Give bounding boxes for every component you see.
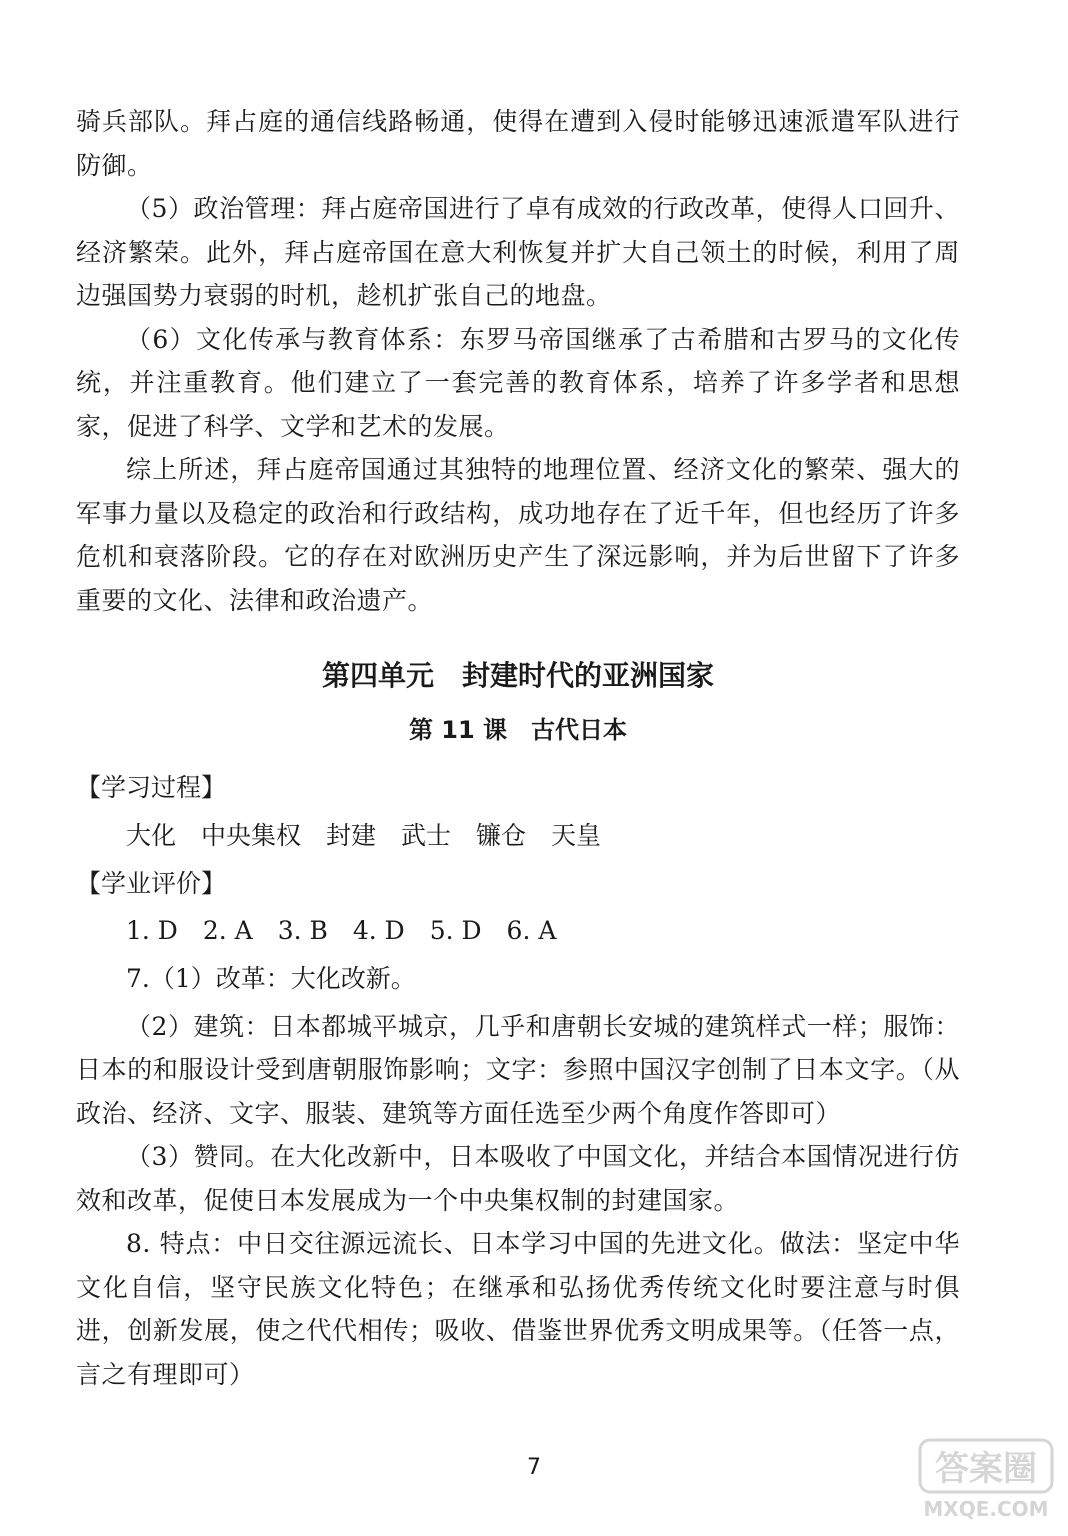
answer-q7-3: （3）赞同。在大化改新中，日本吸收了中国文化，并结合本国情况进行仿效和改革，促使日本发展成为一个中央集权制的封建国家。 [76,1142,960,1215]
answer-q7-2: （2）建筑：日本都城平城京，几乎和唐朝长安城的建筑样式一样；服饰：日本的和服设计受到唐朝服饰影响；文字：参照中国汉字创制了日本文字。（从政治、经济、文字、服装、建筑等方面任选至少两个角度作答即可） [76,1011,960,1128]
answer-q7-1: 7.（1）改革：大化改新。 [126,964,416,993]
paragraph-culture-education: （6）文化传承与教育体系：东罗马帝国继承了古希腊和古罗马的文化传统，并注重教育。他们建立了一套完善的教育体系，培养了许多学者和思想家，促进了科学、文学和艺术的发展。 [76,324,960,441]
section-label-assessment: 【学业评价】 [76,868,227,898]
watermark-logo-icon [916,1434,1056,1524]
paragraph-cavalry: 骑兵部队。拜占庭的通信线路畅通，使得在遭到入侵时能够迅速派遣军队进行防御。 [76,107,960,180]
page-number: 7 [527,1455,541,1480]
learning-terms: 大化 中央集权 封建 武士 镰仓 天皇 [126,820,602,850]
watermark-logo [916,1434,1056,1524]
answer-q8: 8. 特点：中日交往源远流长、日本学习中国的先进文化。做法：坚定中华文化自信，坚守民族文化特色；在继承和弘扬优秀传统文化时要注意与时俱进，创新发展，使之代代相传；吸收、借鉴世界优秀文明成果等。（任答一点，言之有理即可） [76,1229,960,1389]
choice-answers: 1. D 2. A 3. B 4. D 5. D 6. A [126,916,557,945]
watermark-line2: MXQE.COM [923,1497,1049,1521]
lesson-title: 第 11 课 古代日本 [408,716,628,744]
paragraph-summary: 综上所述，拜占庭帝国通过其独特的地理位置、经济文化的繁荣、强大的军事力量以及稳定的政治和行政结构，成功地存在了近千年，但也经历了许多危机和衰落阶段。它的存在对欧洲历史产生了深远影响，并为后世留下了许多重要的文化、法律和政治遗产。 [76,455,960,615]
unit-title: 第四单元 封建时代的亚洲国家 [321,659,714,692]
watermark-line1: 答案圈 [935,1449,1037,1489]
document-page [76,100,960,1396]
section-label-learning-process: 【学习过程】 [76,773,227,802]
paragraph-political-management: （5）政治管理：拜占庭帝国进行了卓有成效的行政改革，使得人口回升、经济繁荣。此外，拜占庭帝国在意大利恢复并扩大自己领土的时候，利用了周边强国势力衰弱的时机，趁机扩张自己的地盘。 [76,194,960,310]
